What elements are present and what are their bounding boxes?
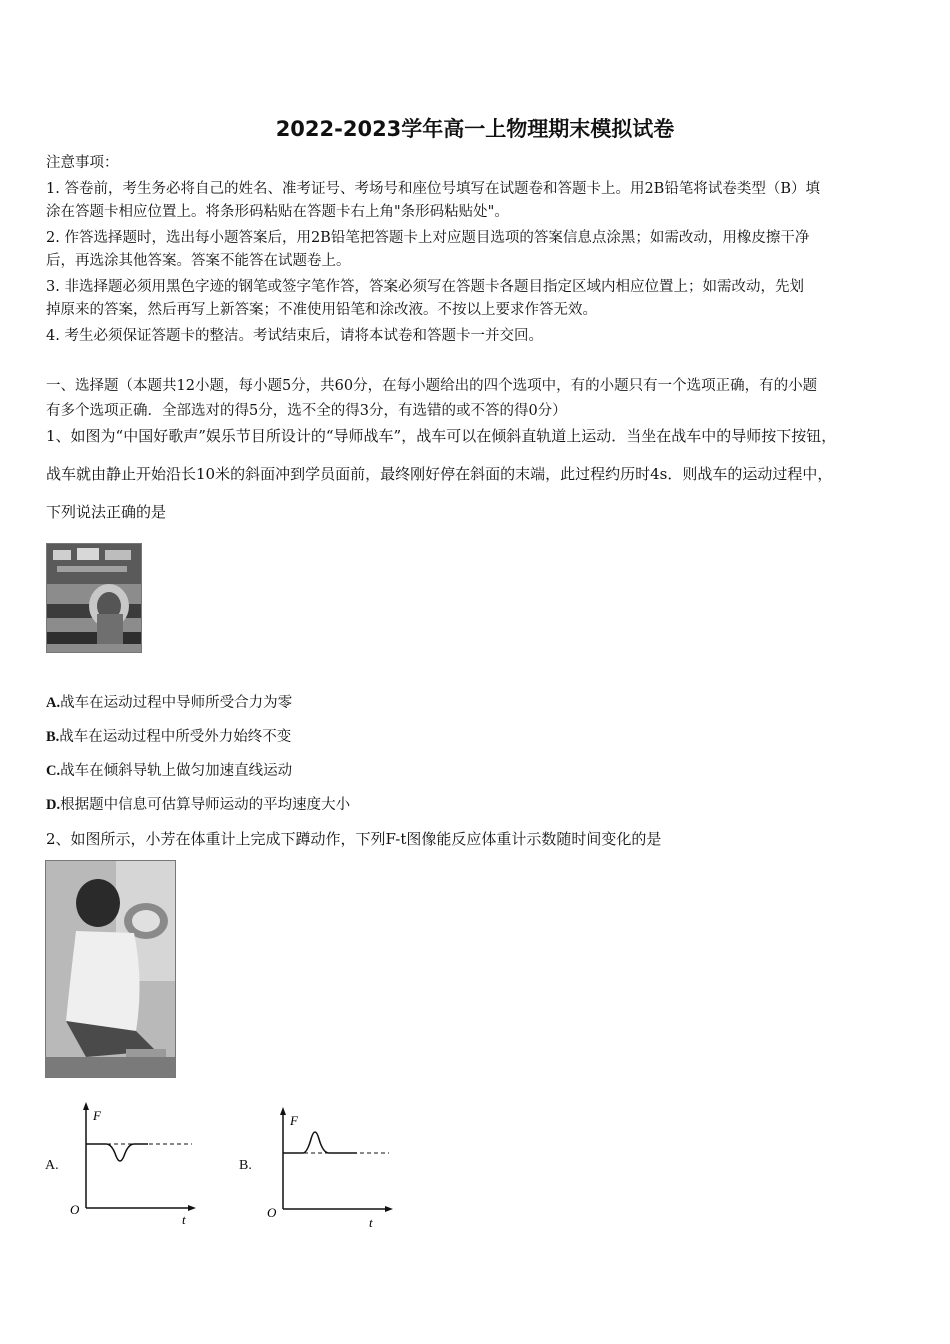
option-letter: A. <box>46 695 61 711</box>
graph-a-curve <box>86 1144 148 1161</box>
graph-b-x-label: t <box>369 1215 373 1230</box>
option-letter: B. <box>46 729 60 745</box>
notice-line: 1. 答卷前，考生务必将自己的姓名、准考证号、考场号和座位号填写在试题卷和答题卡上。用2B铅笔将试卷类型（B）填 <box>46 181 820 197</box>
squat-photo <box>45 860 176 1078</box>
option-text: 战车在运动过程中所受外力始终不变 <box>59 729 292 745</box>
option-text: 战车在运动过程中导师所受合力为零 <box>60 695 293 711</box>
squat-photo-drawing <box>46 861 175 1077</box>
question-1-text: 1、如图为“中国好歌声”娱乐节目所设计的“导师战车”，战车可以在倾斜直轨道上运动．当坐在战车中的导师按下按钮， <box>46 427 837 445</box>
option-text: 战车在倾斜导轨上做匀加速直线运动 <box>60 763 293 779</box>
section-heading: 一、选择题（本题共12小题，每小题5分，共60分，在每小题给出的四个选项中，有的小题只有一个选项正确，有的小题 <box>46 378 818 394</box>
graph-a-x-label: t <box>182 1212 186 1227</box>
graph-a-label: A. <box>45 1158 59 1173</box>
graph-b-y-label: F <box>290 1113 298 1128</box>
notice-heading: 注意事项： <box>46 155 119 171</box>
notice-line: 2. 作答选择题时，选出每小题答案后，用2B铅笔把答题卡上对应题目选项的答案信息点涂黑；如需改动，用橡皮擦干净 <box>46 230 810 246</box>
graph-b-curve <box>283 1132 357 1153</box>
option-text: 根据题中信息可估算导师运动的平均速度大小 <box>60 797 351 813</box>
graph-b <box>257 1105 397 1235</box>
graph-a <box>60 1100 200 1230</box>
chariot-photo <box>46 543 142 653</box>
notice-line: 4. 考生必须保证答题卡的整洁。考试结束后，请将本试卷和答题卡一并交回。 <box>46 328 543 344</box>
option-letter: D. <box>46 797 61 813</box>
graph-b-origin: O <box>267 1205 277 1220</box>
graph-b-x-arrow <box>385 1206 393 1212</box>
question-1-text: 下列说法正确的是 <box>46 503 167 521</box>
notice-line: 3. 非选择题必须用黑色字迹的钢笔或签字笔作答，答案必须写在答题卡各题目指定区域内相应位置上；如需改动，先划 <box>46 279 804 295</box>
question-1-text: 战车就由静止开始沿长10米的斜面冲到学员面前，最终刚好停在斜面的末端，此过程约历时4s．则战车的运动过程中， <box>46 465 833 483</box>
notice-line: 涂在答题卡相应位置上。将条形码粘贴在答题卡右上角"条形码粘贴处"。 <box>46 204 509 220</box>
option-b <box>46 727 916 747</box>
option-letter: C. <box>46 763 61 779</box>
graph-b-y-arrow <box>280 1107 286 1115</box>
graph-a-y-label: F <box>93 1108 101 1123</box>
graph-a-y-arrow <box>83 1102 89 1110</box>
graph-a-origin: O <box>70 1202 80 1217</box>
option-d <box>46 795 916 815</box>
option-a <box>46 693 916 713</box>
question-2-text: 2、如图所示，小芳在体重计上完成下蹲动作，下列F-t图像能反应体重计示数随时间变化的是 <box>46 830 662 848</box>
notice-line: 后，再选涂其他答案。答案不能答在试题卷上。 <box>46 253 351 269</box>
chariot-photo-drawing <box>47 544 141 652</box>
notice-line: 掉原来的答案，然后再写上新答案；不准使用铅笔和涂改液。不按以上要求作答无效。 <box>46 302 597 318</box>
graph-b-label: B. <box>239 1158 252 1173</box>
option-c <box>46 761 916 781</box>
page-title: 2022-2023学年高一上物理期末模拟试卷 <box>275 117 675 141</box>
graph-a-x-arrow <box>188 1205 196 1211</box>
section-heading: 有多个选项正确．全部选对的得5分，选不全的得3分，有选错的或不答的得0分） <box>46 403 567 419</box>
